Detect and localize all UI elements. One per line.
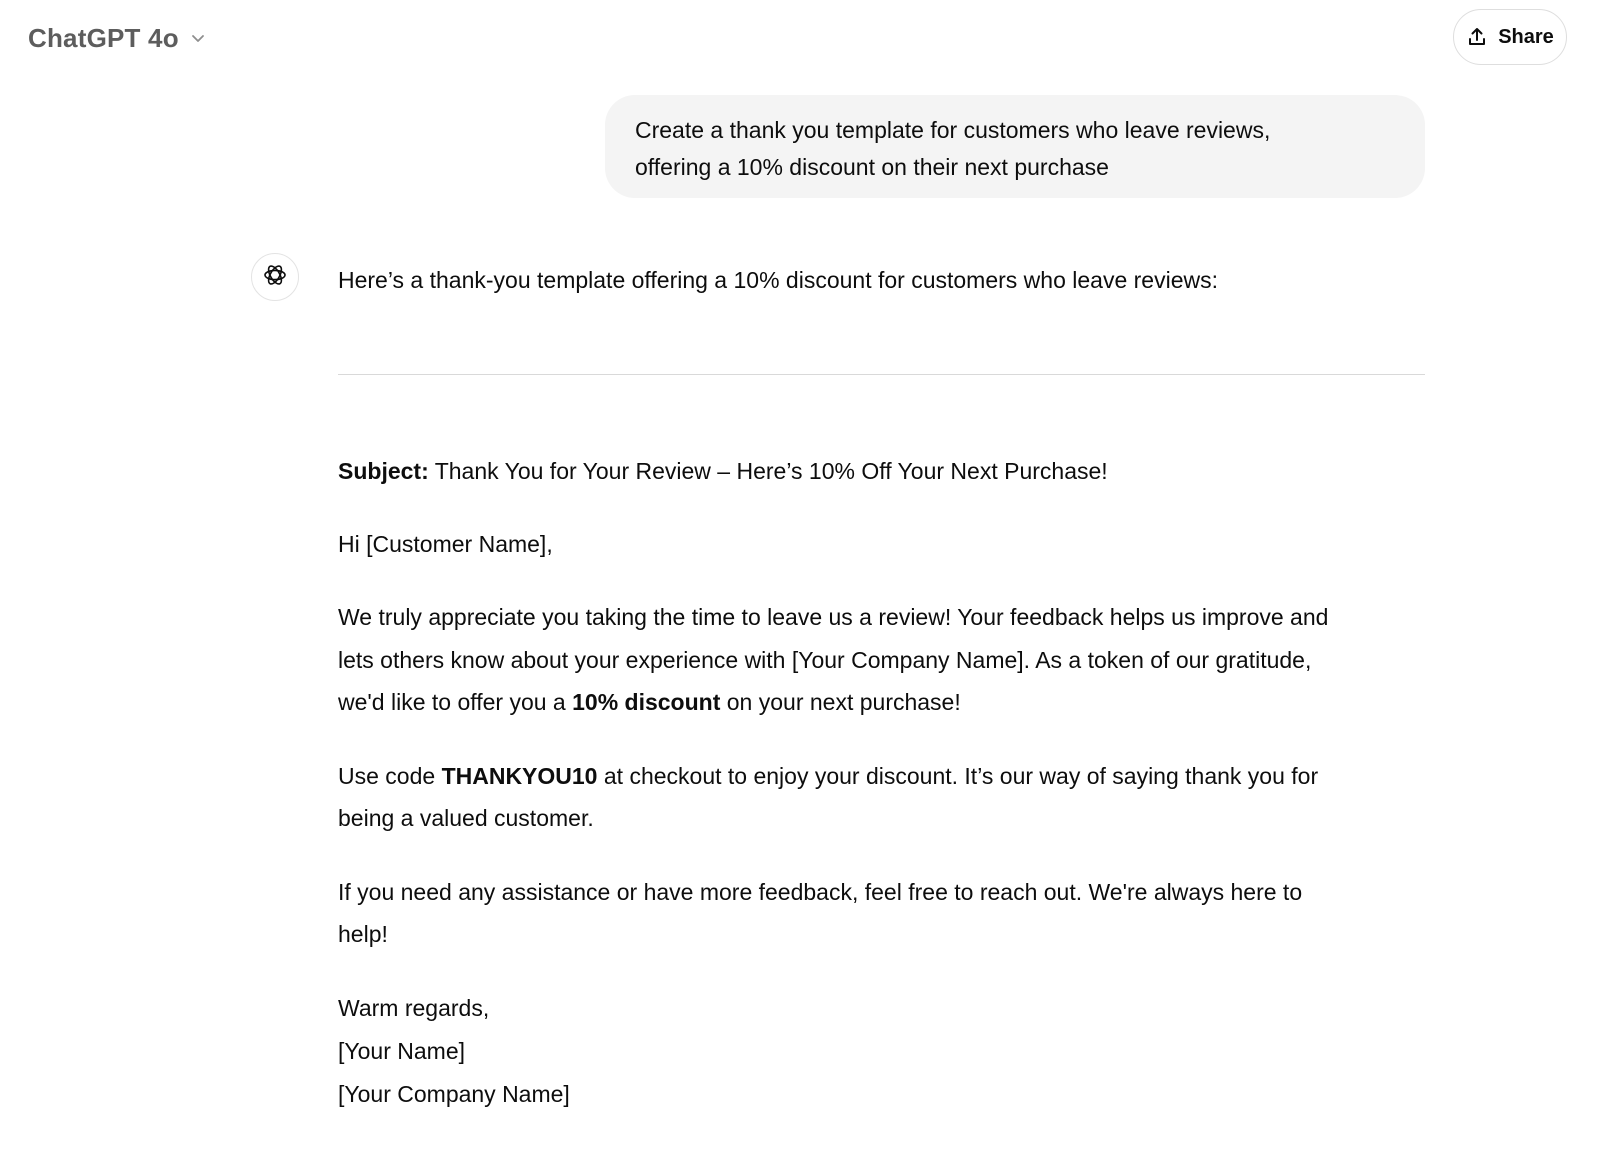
subject-text: Thank You for Your Review – Here’s 10% Off Your Next Purchase! — [428, 458, 1108, 484]
model-switcher[interactable] — [28, 20, 207, 56]
paragraph-line: If you need any assistance or have more feedback, feel free to reach out. We're always here to — [338, 878, 1303, 905]
email-paragraph-2 — [338, 755, 1428, 840]
openai-logo-icon — [261, 261, 289, 294]
paragraph-line: lets others know about your experience with [Your Company Name]. As a token of our gratitude, — [338, 646, 1312, 673]
signature-company: [Your Company Name] — [338, 1080, 570, 1107]
user-message-line: offering a 10% discount on their next purchase — [635, 154, 1109, 180]
signature-name: [Your Name] — [338, 1037, 465, 1064]
model-name: ChatGPT 4o — [28, 22, 179, 53]
email-subject — [338, 450, 1428, 492]
email-paragraph-1 — [338, 596, 1428, 724]
closing: Warm regards, — [338, 994, 490, 1021]
paragraph-line: help! — [338, 921, 388, 947]
email-template — [338, 450, 1428, 1116]
paragraph-line: being a valued customer. — [338, 805, 594, 831]
email-signature — [338, 987, 1428, 1116]
paragraph-line: We truly appreciate you taking the time to leave us a review! Your feedback helps us improve and — [338, 604, 1329, 630]
paragraph-line-part: Use code — [338, 762, 442, 789]
assistant-message — [338, 262, 1428, 298]
discount-emphasis: 10% discount — [572, 689, 721, 715]
share-button[interactable] — [1453, 9, 1567, 65]
user-message-line: Create a thank you template for customers who leave reviews, — [635, 117, 1271, 143]
chevron-down-icon — [189, 29, 207, 47]
share-icon — [1466, 26, 1488, 48]
paragraph-line-part: we'd like to offer you a — [338, 689, 573, 715]
divider — [338, 374, 1425, 375]
user-message-bubble — [605, 95, 1425, 198]
email-greeting: Hi [Customer Name], — [338, 531, 553, 557]
top-bar — [0, 0, 1600, 76]
discount-code: THANKYOU10 — [441, 762, 598, 789]
assistant-intro: Here’s a thank-you template offering a 10% discount for customers who leave reviews: — [338, 267, 1218, 293]
assistant-avatar — [251, 253, 299, 301]
paragraph-line-part: on your next purchase! — [720, 689, 961, 715]
email-paragraph-3 — [338, 871, 1428, 956]
paragraph-line-part: at checkout to enjoy your discount. It’s our way of saying thank you for — [597, 762, 1319, 789]
share-label: Share — [1498, 25, 1554, 48]
subject-label: Subject: — [338, 458, 429, 484]
